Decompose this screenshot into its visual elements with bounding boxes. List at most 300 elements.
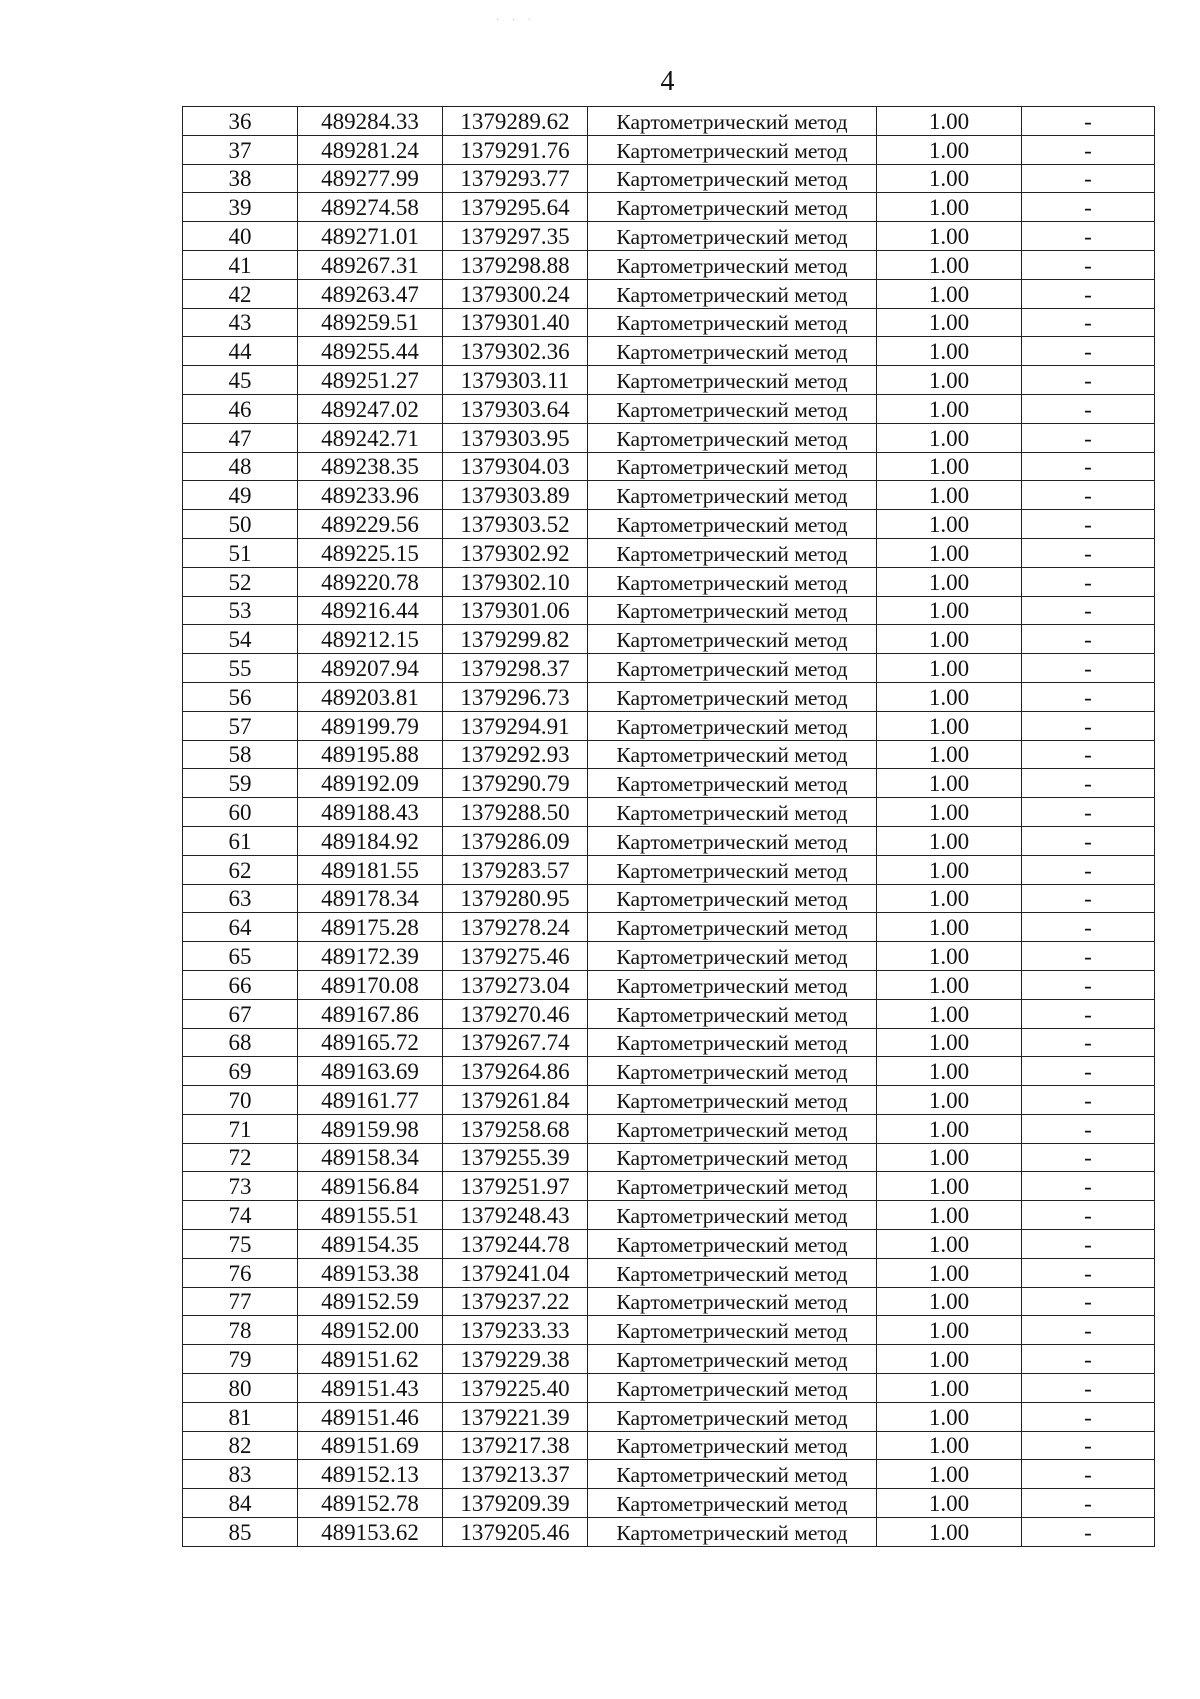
precision-cell: 1.00 <box>877 107 1022 136</box>
note-cell: - <box>1022 1460 1155 1489</box>
method-cell: Картометрический метод <box>588 538 877 567</box>
y-coordinate-cell: 1379264.86 <box>443 1057 588 1086</box>
method-cell: Картометрический метод <box>588 481 877 510</box>
x-coordinate-cell: 489277.99 <box>298 164 443 193</box>
y-coordinate-cell: 1379267.74 <box>443 1028 588 1057</box>
note-cell: - <box>1022 654 1155 683</box>
point-number-cell: 84 <box>183 1489 298 1518</box>
y-coordinate-cell: 1379237.22 <box>443 1287 588 1316</box>
point-number-cell: 58 <box>183 740 298 769</box>
method-cell: Картометрический метод <box>588 222 877 251</box>
point-number-cell: 40 <box>183 222 298 251</box>
table-row <box>183 308 1155 337</box>
x-coordinate-cell: 489216.44 <box>298 596 443 625</box>
point-number-cell: 78 <box>183 1316 298 1345</box>
table-row <box>183 740 1155 769</box>
x-coordinate-cell: 489199.79 <box>298 711 443 740</box>
x-coordinate-cell: 489151.69 <box>298 1431 443 1460</box>
y-coordinate-cell: 1379217.38 <box>443 1431 588 1460</box>
table-row <box>183 654 1155 683</box>
method-cell: Картометрический метод <box>588 769 877 798</box>
table-row <box>183 1402 1155 1431</box>
method-cell: Картометрический метод <box>588 1345 877 1374</box>
precision-cell: 1.00 <box>877 596 1022 625</box>
y-coordinate-cell: 1379225.40 <box>443 1374 588 1403</box>
note-cell: - <box>1022 279 1155 308</box>
point-number-cell: 72 <box>183 1143 298 1172</box>
note-cell: - <box>1022 970 1155 999</box>
y-coordinate-cell: 1379303.52 <box>443 510 588 539</box>
table-row <box>183 999 1155 1028</box>
point-number-cell: 52 <box>183 567 298 596</box>
note-cell: - <box>1022 1431 1155 1460</box>
x-coordinate-cell: 489153.38 <box>298 1258 443 1287</box>
y-coordinate-cell: 1379233.33 <box>443 1316 588 1345</box>
method-cell: Картометрический метод <box>588 394 877 423</box>
method-cell: Картометрический метод <box>588 1114 877 1143</box>
precision-cell: 1.00 <box>877 193 1022 222</box>
x-coordinate-cell: 489159.98 <box>298 1114 443 1143</box>
method-cell: Картометрический метод <box>588 1460 877 1489</box>
method-cell: Картометрический метод <box>588 164 877 193</box>
point-number-cell: 51 <box>183 538 298 567</box>
method-cell: Картометрический метод <box>588 1402 877 1431</box>
point-number-cell: 79 <box>183 1345 298 1374</box>
x-coordinate-cell: 489271.01 <box>298 222 443 251</box>
note-cell: - <box>1022 193 1155 222</box>
y-coordinate-cell: 1379248.43 <box>443 1201 588 1230</box>
x-coordinate-cell: 489181.55 <box>298 855 443 884</box>
method-cell: Картометрический метод <box>588 193 877 222</box>
method-cell: Картометрический метод <box>588 1143 877 1172</box>
x-coordinate-cell: 489233.96 <box>298 481 443 510</box>
point-number-cell: 44 <box>183 337 298 366</box>
table-row <box>183 1143 1155 1172</box>
y-coordinate-cell: 1379244.78 <box>443 1230 588 1259</box>
precision-cell: 1.00 <box>877 942 1022 971</box>
point-number-cell: 39 <box>183 193 298 222</box>
table-row <box>183 942 1155 971</box>
point-number-cell: 70 <box>183 1086 298 1115</box>
table-row <box>183 510 1155 539</box>
y-coordinate-cell: 1379301.06 <box>443 596 588 625</box>
precision-cell: 1.00 <box>877 1345 1022 1374</box>
y-coordinate-cell: 1379293.77 <box>443 164 588 193</box>
table-row <box>183 423 1155 452</box>
y-coordinate-cell: 1379297.35 <box>443 222 588 251</box>
precision-cell: 1.00 <box>877 481 1022 510</box>
y-coordinate-cell: 1379302.10 <box>443 567 588 596</box>
point-number-cell: 82 <box>183 1431 298 1460</box>
y-coordinate-cell: 1379286.09 <box>443 826 588 855</box>
point-number-cell: 75 <box>183 1230 298 1259</box>
note-cell: - <box>1022 1374 1155 1403</box>
table-row <box>183 1518 1155 1547</box>
point-number-cell: 56 <box>183 682 298 711</box>
note-cell: - <box>1022 1143 1155 1172</box>
method-cell: Картометрический метод <box>588 855 877 884</box>
note-cell: - <box>1022 826 1155 855</box>
precision-cell: 1.00 <box>877 1518 1022 1547</box>
x-coordinate-cell: 489225.15 <box>298 538 443 567</box>
table-row <box>183 1345 1155 1374</box>
y-coordinate-cell: 1379273.04 <box>443 970 588 999</box>
table-row <box>183 1316 1155 1345</box>
method-cell: Картометрический метод <box>588 1489 877 1518</box>
point-number-cell: 64 <box>183 913 298 942</box>
method-cell: Картометрический метод <box>588 1201 877 1230</box>
point-number-cell: 53 <box>183 596 298 625</box>
precision-cell: 1.00 <box>877 1057 1022 1086</box>
point-number-cell: 41 <box>183 250 298 279</box>
y-coordinate-cell: 1379303.89 <box>443 481 588 510</box>
y-coordinate-cell: 1379298.37 <box>443 654 588 683</box>
note-cell: - <box>1022 942 1155 971</box>
note-cell: - <box>1022 481 1155 510</box>
note-cell: - <box>1022 855 1155 884</box>
precision-cell: 1.00 <box>877 250 1022 279</box>
method-cell: Картометрический метод <box>588 1172 877 1201</box>
table-row <box>183 452 1155 481</box>
point-number-cell: 62 <box>183 855 298 884</box>
table-row <box>183 1201 1155 1230</box>
y-coordinate-cell: 1379280.95 <box>443 884 588 913</box>
x-coordinate-cell: 489242.71 <box>298 423 443 452</box>
method-cell: Картометрический метод <box>588 625 877 654</box>
table-row <box>183 279 1155 308</box>
note-cell: - <box>1022 1287 1155 1316</box>
method-cell: Картометрический метод <box>588 135 877 164</box>
table-row <box>183 682 1155 711</box>
y-coordinate-cell: 1379288.50 <box>443 798 588 827</box>
note-cell: - <box>1022 1518 1155 1547</box>
table-row <box>183 711 1155 740</box>
point-number-cell: 54 <box>183 625 298 654</box>
note-cell: - <box>1022 913 1155 942</box>
note-cell: - <box>1022 1201 1155 1230</box>
note-cell: - <box>1022 164 1155 193</box>
point-number-cell: 65 <box>183 942 298 971</box>
table-row <box>183 798 1155 827</box>
x-coordinate-cell: 489152.00 <box>298 1316 443 1345</box>
table-row <box>183 481 1155 510</box>
table-row <box>183 596 1155 625</box>
precision-cell: 1.00 <box>877 970 1022 999</box>
note-cell: - <box>1022 1028 1155 1057</box>
note-cell: - <box>1022 538 1155 567</box>
precision-cell: 1.00 <box>877 452 1022 481</box>
x-coordinate-cell: 489259.51 <box>298 308 443 337</box>
precision-cell: 1.00 <box>877 1374 1022 1403</box>
table-row <box>183 1086 1155 1115</box>
point-number-cell: 47 <box>183 423 298 452</box>
note-cell: - <box>1022 682 1155 711</box>
precision-cell: 1.00 <box>877 913 1022 942</box>
note-cell: - <box>1022 1345 1155 1374</box>
note-cell: - <box>1022 1086 1155 1115</box>
method-cell: Картометрический метод <box>588 970 877 999</box>
method-cell: Картометрический метод <box>588 366 877 395</box>
note-cell: - <box>1022 394 1155 423</box>
precision-cell: 1.00 <box>877 394 1022 423</box>
method-cell: Картометрический метод <box>588 337 877 366</box>
precision-cell: 1.00 <box>877 999 1022 1028</box>
x-coordinate-cell: 489151.43 <box>298 1374 443 1403</box>
table-row <box>183 1057 1155 1086</box>
note-cell: - <box>1022 423 1155 452</box>
point-number-cell: 68 <box>183 1028 298 1057</box>
point-number-cell: 48 <box>183 452 298 481</box>
table-row <box>183 1172 1155 1201</box>
point-number-cell: 67 <box>183 999 298 1028</box>
x-coordinate-cell: 489229.56 <box>298 510 443 539</box>
x-coordinate-cell: 489207.94 <box>298 654 443 683</box>
point-number-cell: 36 <box>183 107 298 136</box>
y-coordinate-cell: 1379291.76 <box>443 135 588 164</box>
note-cell: - <box>1022 1316 1155 1345</box>
x-coordinate-cell: 489155.51 <box>298 1201 443 1230</box>
page-number: 4 <box>660 66 675 97</box>
table-row <box>183 538 1155 567</box>
method-cell: Картометрический метод <box>588 1057 877 1086</box>
precision-cell: 1.00 <box>877 135 1022 164</box>
x-coordinate-cell: 489281.24 <box>298 135 443 164</box>
note-cell: - <box>1022 250 1155 279</box>
point-number-cell: 37 <box>183 135 298 164</box>
x-coordinate-cell: 489161.77 <box>298 1086 443 1115</box>
method-cell: Картометрический метод <box>588 798 877 827</box>
x-coordinate-cell: 489251.27 <box>298 366 443 395</box>
precision-cell: 1.00 <box>877 1028 1022 1057</box>
x-coordinate-cell: 489153.62 <box>298 1518 443 1547</box>
coordinates-table <box>182 106 1155 1547</box>
method-cell: Картометрический метод <box>588 279 877 308</box>
method-cell: Картометрический метод <box>588 654 877 683</box>
note-cell: - <box>1022 798 1155 827</box>
x-coordinate-cell: 489195.88 <box>298 740 443 769</box>
note-cell: - <box>1022 1172 1155 1201</box>
method-cell: Картометрический метод <box>588 423 877 452</box>
table-row <box>183 1374 1155 1403</box>
table-row <box>183 1258 1155 1287</box>
note-cell: - <box>1022 999 1155 1028</box>
precision-cell: 1.00 <box>877 279 1022 308</box>
precision-cell: 1.00 <box>877 510 1022 539</box>
x-coordinate-cell: 489184.92 <box>298 826 443 855</box>
y-coordinate-cell: 1379229.38 <box>443 1345 588 1374</box>
note-cell: - <box>1022 1057 1155 1086</box>
precision-cell: 1.00 <box>877 1201 1022 1230</box>
x-coordinate-cell: 489178.34 <box>298 884 443 913</box>
precision-cell: 1.00 <box>877 1489 1022 1518</box>
x-coordinate-cell: 489151.46 <box>298 1402 443 1431</box>
y-coordinate-cell: 1379292.93 <box>443 740 588 769</box>
precision-cell: 1.00 <box>877 1258 1022 1287</box>
point-number-cell: 59 <box>183 769 298 798</box>
y-coordinate-cell: 1379303.64 <box>443 394 588 423</box>
precision-cell: 1.00 <box>877 826 1022 855</box>
x-coordinate-cell: 489203.81 <box>298 682 443 711</box>
method-cell: Картометрический метод <box>588 1258 877 1287</box>
note-cell: - <box>1022 567 1155 596</box>
note-cell: - <box>1022 740 1155 769</box>
precision-cell: 1.00 <box>877 798 1022 827</box>
x-coordinate-cell: 489158.34 <box>298 1143 443 1172</box>
table-row <box>183 1114 1155 1143</box>
y-coordinate-cell: 1379289.62 <box>443 107 588 136</box>
table-row <box>183 1230 1155 1259</box>
note-cell: - <box>1022 1114 1155 1143</box>
precision-cell: 1.00 <box>877 1172 1022 1201</box>
point-number-cell: 55 <box>183 654 298 683</box>
method-cell: Картометрический метод <box>588 682 877 711</box>
x-coordinate-cell: 489152.78 <box>298 1489 443 1518</box>
table-row <box>183 337 1155 366</box>
point-number-cell: 66 <box>183 970 298 999</box>
table-row <box>183 970 1155 999</box>
point-number-cell: 50 <box>183 510 298 539</box>
precision-cell: 1.00 <box>877 711 1022 740</box>
note-cell: - <box>1022 337 1155 366</box>
y-coordinate-cell: 1379209.39 <box>443 1489 588 1518</box>
y-coordinate-cell: 1379300.24 <box>443 279 588 308</box>
y-coordinate-cell: 1379294.91 <box>443 711 588 740</box>
precision-cell: 1.00 <box>877 1316 1022 1345</box>
table-row <box>183 855 1155 884</box>
table-row <box>183 1460 1155 1489</box>
note-cell: - <box>1022 884 1155 913</box>
precision-cell: 1.00 <box>877 308 1022 337</box>
table-row <box>183 567 1155 596</box>
point-number-cell: 69 <box>183 1057 298 1086</box>
point-number-cell: 83 <box>183 1460 298 1489</box>
method-cell: Картометрический метод <box>588 510 877 539</box>
precision-cell: 1.00 <box>877 654 1022 683</box>
y-coordinate-cell: 1379302.92 <box>443 538 588 567</box>
x-coordinate-cell: 489284.33 <box>298 107 443 136</box>
y-coordinate-cell: 1379299.82 <box>443 625 588 654</box>
x-coordinate-cell: 489167.86 <box>298 999 443 1028</box>
x-coordinate-cell: 489156.84 <box>298 1172 443 1201</box>
x-coordinate-cell: 489267.31 <box>298 250 443 279</box>
precision-cell: 1.00 <box>877 164 1022 193</box>
method-cell: Картометрический метод <box>588 567 877 596</box>
table-row <box>183 826 1155 855</box>
point-number-cell: 73 <box>183 1172 298 1201</box>
y-coordinate-cell: 1379303.11 <box>443 366 588 395</box>
precision-cell: 1.00 <box>877 855 1022 884</box>
table-row <box>183 769 1155 798</box>
point-number-cell: 80 <box>183 1374 298 1403</box>
point-number-cell: 43 <box>183 308 298 337</box>
table-row <box>183 913 1155 942</box>
precision-cell: 1.00 <box>877 884 1022 913</box>
y-coordinate-cell: 1379303.95 <box>443 423 588 452</box>
x-coordinate-cell: 489152.59 <box>298 1287 443 1316</box>
y-coordinate-cell: 1379213.37 <box>443 1460 588 1489</box>
y-coordinate-cell: 1379270.46 <box>443 999 588 1028</box>
method-cell: Картометрический метод <box>588 107 877 136</box>
method-cell: Картометрический метод <box>588 452 877 481</box>
precision-cell: 1.00 <box>877 769 1022 798</box>
y-coordinate-cell: 1379258.68 <box>443 1114 588 1143</box>
precision-cell: 1.00 <box>877 1114 1022 1143</box>
method-cell: Картометрический метод <box>588 250 877 279</box>
method-cell: Картометрический метод <box>588 913 877 942</box>
precision-cell: 1.00 <box>877 1287 1022 1316</box>
note-cell: - <box>1022 135 1155 164</box>
table-row <box>183 107 1155 136</box>
x-coordinate-cell: 489170.08 <box>298 970 443 999</box>
table-row <box>183 135 1155 164</box>
method-cell: Картометрический метод <box>588 596 877 625</box>
table-row <box>183 222 1155 251</box>
precision-cell: 1.00 <box>877 1230 1022 1259</box>
method-cell: Картометрический метод <box>588 1230 877 1259</box>
table-row <box>183 884 1155 913</box>
note-cell: - <box>1022 1402 1155 1431</box>
method-cell: Картометрический метод <box>588 1287 877 1316</box>
x-coordinate-cell: 489192.09 <box>298 769 443 798</box>
y-coordinate-cell: 1379290.79 <box>443 769 588 798</box>
x-coordinate-cell: 489220.78 <box>298 567 443 596</box>
y-coordinate-cell: 1379301.40 <box>443 308 588 337</box>
table-row <box>183 193 1155 222</box>
y-coordinate-cell: 1379302.36 <box>443 337 588 366</box>
method-cell: Картометрический метод <box>588 1316 877 1345</box>
note-cell: - <box>1022 366 1155 395</box>
method-cell: Картометрический метод <box>588 1431 877 1460</box>
precision-cell: 1.00 <box>877 366 1022 395</box>
note-cell: - <box>1022 308 1155 337</box>
x-coordinate-cell: 489212.15 <box>298 625 443 654</box>
x-coordinate-cell: 489188.43 <box>298 798 443 827</box>
note-cell: - <box>1022 1258 1155 1287</box>
table-row <box>183 366 1155 395</box>
point-number-cell: 42 <box>183 279 298 308</box>
y-coordinate-cell: 1379295.64 <box>443 193 588 222</box>
table-row <box>183 625 1155 654</box>
x-coordinate-cell: 489163.69 <box>298 1057 443 1086</box>
precision-cell: 1.00 <box>877 625 1022 654</box>
x-coordinate-cell: 489152.13 <box>298 1460 443 1489</box>
x-coordinate-cell: 489255.44 <box>298 337 443 366</box>
note-cell: - <box>1022 769 1155 798</box>
point-number-cell: 45 <box>183 366 298 395</box>
note-cell: - <box>1022 625 1155 654</box>
precision-cell: 1.00 <box>877 682 1022 711</box>
x-coordinate-cell: 489175.28 <box>298 913 443 942</box>
y-coordinate-cell: 1379275.46 <box>443 942 588 971</box>
y-coordinate-cell: 1379261.84 <box>443 1086 588 1115</box>
method-cell: Картометрический метод <box>588 308 877 337</box>
point-number-cell: 76 <box>183 1258 298 1287</box>
precision-cell: 1.00 <box>877 1086 1022 1115</box>
x-coordinate-cell: 489274.58 <box>298 193 443 222</box>
point-number-cell: 57 <box>183 711 298 740</box>
table-row <box>183 1287 1155 1316</box>
method-cell: Картометрический метод <box>588 1518 877 1547</box>
y-coordinate-cell: 1379278.24 <box>443 913 588 942</box>
method-cell: Картометрический метод <box>588 942 877 971</box>
point-number-cell: 71 <box>183 1114 298 1143</box>
point-number-cell: 46 <box>183 394 298 423</box>
x-coordinate-cell: 489263.47 <box>298 279 443 308</box>
x-coordinate-cell: 489238.35 <box>298 452 443 481</box>
point-number-cell: 77 <box>183 1287 298 1316</box>
note-cell: - <box>1022 452 1155 481</box>
table-row <box>183 1489 1155 1518</box>
